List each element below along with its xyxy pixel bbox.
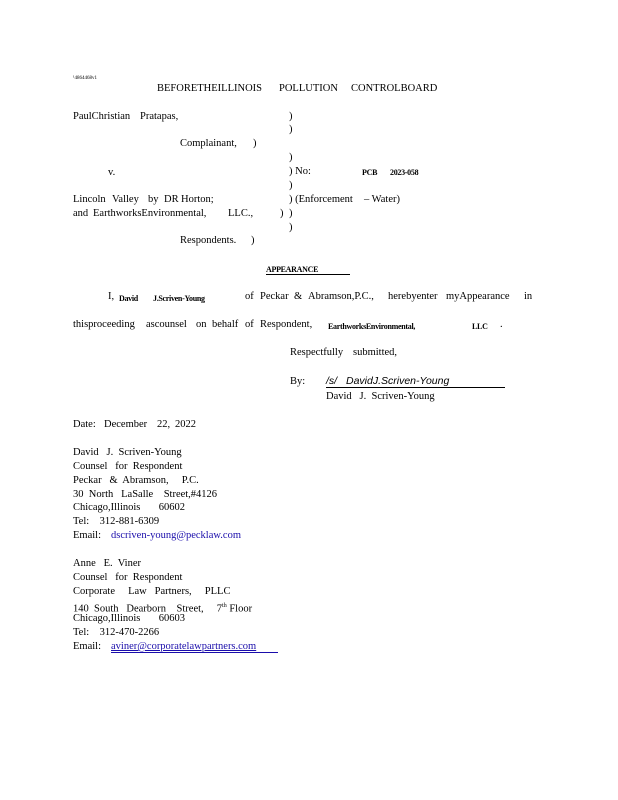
body-word: of bbox=[245, 319, 254, 330]
respondent-word-dr: DR bbox=[164, 194, 179, 205]
counsel2-email-label: Email: bbox=[73, 641, 101, 652]
document-title: APPEARANCE bbox=[266, 265, 319, 274]
signature-slash-s: /s/ bbox=[326, 375, 338, 387]
case-number: 2023-058 bbox=[390, 168, 419, 177]
date-day: 22, bbox=[157, 419, 171, 430]
body-word: in bbox=[524, 291, 533, 302]
counsel2-address-floor: Floor bbox=[226, 603, 253, 615]
respondent-earthworks: EarthworksEnvironmental, bbox=[93, 208, 207, 219]
counsel1-name: David J. Scriven-Young bbox=[73, 447, 182, 458]
counsel1-email-link[interactable]: dscriven-young@pecklaw.com bbox=[111, 530, 241, 541]
respondent-word-horton: Horton; bbox=[181, 194, 214, 205]
body-earthworks: EarthworksEnvironmental, bbox=[328, 322, 416, 331]
counsel2-address-street: 140 South Dearborn Street, 7 bbox=[73, 603, 223, 615]
respondents-label: Respondents. bbox=[180, 235, 237, 246]
body-word: on bbox=[196, 319, 207, 330]
counsel1-email-label: Email: bbox=[73, 530, 101, 541]
caption-paren: ) bbox=[289, 180, 293, 191]
versus: v. bbox=[108, 167, 116, 178]
complainant-name-last: Pratapas, bbox=[140, 111, 179, 122]
body-name-last: J.Scriven-Young bbox=[153, 294, 205, 303]
date-label: Date: bbox=[73, 419, 96, 430]
water-label: – Water) bbox=[364, 194, 400, 205]
body-word: ascounsel bbox=[146, 319, 187, 330]
respondent-word-and: and bbox=[73, 208, 89, 219]
by-label: By: bbox=[290, 376, 306, 387]
signature-line bbox=[326, 387, 505, 388]
complainant-label: Complainant, bbox=[180, 138, 237, 149]
body-period: . bbox=[500, 319, 503, 330]
body-word: & bbox=[294, 291, 303, 302]
body-word: Peckar bbox=[260, 291, 289, 302]
date-month: December bbox=[104, 419, 148, 430]
body-name-first: David bbox=[119, 294, 138, 303]
caption-paren: ) bbox=[289, 124, 293, 135]
complainant-name-first: PaulChristian bbox=[73, 111, 131, 122]
counsel1-firm: Peckar & Abramson, P.C. bbox=[73, 475, 199, 486]
body-word: herebyenter bbox=[388, 291, 438, 302]
counsel2-tel: Tel: 312-470-2266 bbox=[73, 627, 160, 638]
respectfully: Respectfully bbox=[290, 347, 344, 358]
case-pcb: PCB bbox=[362, 168, 378, 177]
body-word: myAppearance bbox=[446, 291, 510, 302]
respondent-word-valley: Valley bbox=[112, 194, 139, 205]
caption-paren: ) bbox=[280, 208, 284, 219]
body-firm: Abramson,P.C., bbox=[308, 291, 374, 302]
counsel1-role: Counsel for Respondent bbox=[73, 461, 183, 472]
caption-paren: ) bbox=[251, 235, 255, 246]
counsel1-address: 30 North LaSalle Street,#4126 bbox=[73, 489, 218, 500]
counsel2-city: Chicago,Illinois 60603 bbox=[73, 613, 185, 624]
counsel2-address-sup: th bbox=[222, 603, 227, 609]
body-word: Respondent, bbox=[260, 319, 313, 330]
printed-name: David J. Scriven-Young bbox=[326, 391, 435, 402]
signature-name: DavidJ.Scriven-Young bbox=[346, 375, 450, 387]
respondent-word-lincoln: Lincoln bbox=[73, 194, 106, 205]
body-word: thisproceeding bbox=[73, 319, 135, 330]
case-no-label: ) No: bbox=[289, 166, 311, 177]
caption-paren: ) bbox=[253, 138, 257, 149]
counsel2-firm: Corporate Law Partners, PLLC bbox=[73, 586, 231, 597]
submitted: submitted, bbox=[353, 347, 398, 358]
respondent-word-by: by bbox=[148, 194, 159, 205]
caption-paren: ) bbox=[289, 111, 293, 122]
date-year: 2022 bbox=[175, 419, 196, 430]
respondent-llc: LLC., bbox=[228, 208, 254, 219]
counsel1-tel: Tel: 312-881-6309 bbox=[73, 516, 160, 527]
caption-paren: ) bbox=[289, 222, 293, 233]
body-word: behalf bbox=[212, 319, 239, 330]
counsel2-email-underline bbox=[111, 652, 278, 653]
caption-paren: ) bbox=[289, 152, 293, 163]
header-pollution: POLLUTION bbox=[279, 83, 338, 94]
enforcement-label: ) (Enforcement bbox=[289, 194, 353, 205]
caption-paren: ) bbox=[289, 208, 293, 219]
body-llc: LLC bbox=[472, 322, 488, 331]
body-word: of bbox=[245, 291, 254, 302]
header-board: CONTROLBOARD bbox=[351, 83, 438, 94]
counsel2-email-link[interactable]: aviner@corporatelawpartners.com bbox=[111, 641, 257, 652]
counsel1-city: Chicago,Illinois 60602 bbox=[73, 502, 185, 513]
counsel2-role: Counsel for Respondent bbox=[73, 572, 183, 583]
title-underline bbox=[266, 274, 350, 275]
header-before: BEFORETHEILLINOIS bbox=[157, 83, 262, 94]
counsel2-name: Anne E. Viner bbox=[73, 558, 141, 569]
document-id: ¹4864468v1 bbox=[73, 76, 97, 81]
body-word: I, bbox=[108, 291, 115, 302]
